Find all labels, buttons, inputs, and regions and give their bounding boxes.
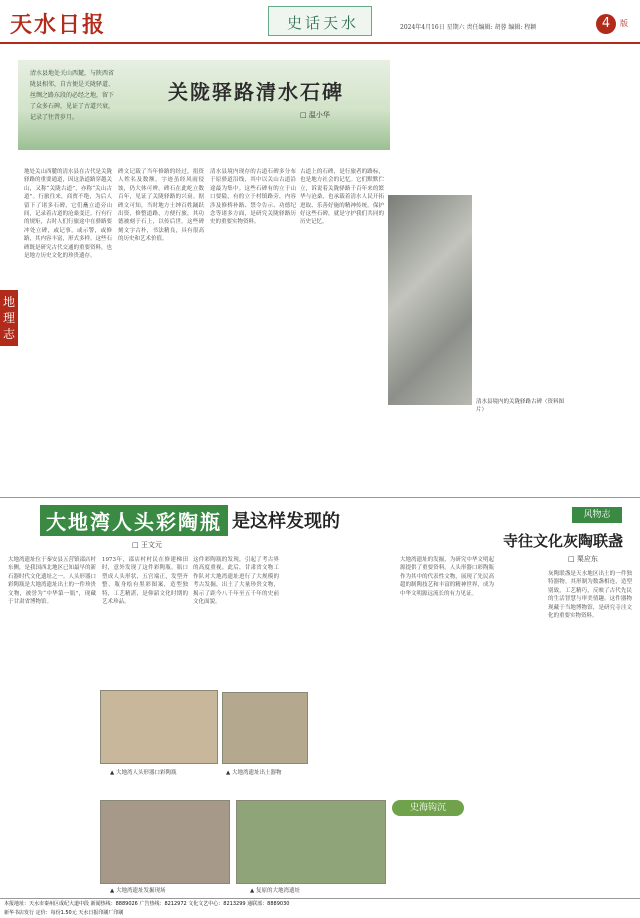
article1-col2: 碑文记载了当年修路的经过，捐资人姓名及数额，字迹虽经风雨侵蚀，仍大体可辨。碑石在此屹立数百年，见证了关陇驿路的兴衰。据碑文可知，当时地方士绅百姓踊跃出资，修整道路，方便行旅，其功德被刻于石上，以传后世。这些碑刻文字古朴，书法精良，具有很高的历史和艺术价值。 (118, 169, 204, 243)
article1-col1: 地处关山西麓的清水县在古代是关陇驿路的重要通道，因这条道路穿越关山，又称“关陇古道”，亦称“关山古道”。行旅往来，商贾不绝，为后人留下了诸多石碑，它们矗立道旁山间，记录着古道的沧桑变迁。行有行的规矩，古时人们行旅途中在驿路要冲处立碑，或记事，或示警，或修路，其内容丰富，形式多样。这些石碑既是研究古代交通的重要资料，也是地方历史文化的珍贵遗存。 (24, 169, 112, 260)
article1-banner (18, 60, 390, 150)
side-label-dilizhi: 地理志 (0, 290, 18, 346)
footer (0, 898, 640, 918)
excavation-photo (100, 800, 230, 884)
article1-col4: 古道上的石碑，是行旅者的路标，也是地方社会的记忆。它们默默伫立，诉说着关陇驿路千百年来的繁华与沧桑，也承载着清水人民开拓进取、乐善好施的精神传统。保护好这些石碑，就是守护我们共同的历史记忆。 (300, 169, 384, 226)
section-name: 史话天水 (287, 14, 360, 32)
reconstruction-photo (236, 800, 386, 884)
article3-byline: □ 栗应东 (568, 555, 598, 563)
page-tag: 版 (620, 19, 628, 28)
article1-quote: 清水县地处关山西麓，与陕西省陇县相邻，自古便是关陇驿道、丝绸之路东段的必经之地，留下了众多石碑，见证了古道兴衰，记录了往昔岁月。 (30, 70, 115, 121)
masthead-info: 2024年4月16日 星期六 责任编辑: 胡蓉 编辑: 程颖 (400, 24, 537, 31)
article1-title: 关陇驿路清水石碑 (168, 80, 344, 104)
article1-byline: □ 温小华 (300, 111, 330, 119)
painted-pottery-photo (100, 690, 218, 764)
paper-name: 天水日报 (10, 12, 107, 38)
fengwu-label: 风物志 (572, 507, 622, 523)
artifacts-photo (222, 692, 308, 764)
masthead (0, 0, 640, 44)
footer-line2: 新华书店发行 定价：每份1.50元 天水日报印刷厂印刷 (4, 910, 124, 916)
photo4-caption: ▲ 复原的大地湾遗址 (250, 888, 300, 894)
article2-col1: 大地湾遗址位于秦安县五营镇邵店村东侧，是我国西北地区已知最早的新石器时代文化遗址之一。人头形器口彩陶瓶是大地湾遗址出土的一件珍贵文物，被誉为“中华第一瓶”，现藏于甘肃省博物馆。 (8, 557, 96, 606)
section-box (268, 6, 372, 36)
section-divider (0, 497, 640, 498)
article2-col2: 1973年，邵店村村民在修建梯田时，意外发现了这件彩陶瓶。瓶口塑成人头形状，五官端正，发型齐整，瓶身绘有黑彩图案，造型独特，工艺精湛，是仰韶文化时期的艺术珍品。 (102, 557, 188, 606)
article1-col3: 清水县境内现存的古道石碑多分布于原驿道沿线，其中以关山古道沿途最为集中。这些石碑有的立于山口要隘，有的立于村镇路旁，内容涉及修桥补路、禁令告示、功德纪念等诸多方面，是研究关陇驿路历史的重要实物资料。 (210, 169, 296, 226)
sihai-label: 史海钩沉 (392, 800, 464, 816)
footer-line1: 本报地址：天水市秦州区成纪大道中段 新闻热线：8889026 广告热线：8212972 文化文艺中心：8213299 通联部：8889030 (4, 901, 290, 907)
photo2-caption: ▲ 大地湾遗址出土器物 (226, 770, 282, 776)
article2-byline: □ 王文元 (132, 541, 162, 549)
article3-body: 灰陶联盏是天水地区出土的一件独特器物。其形制为数盏相连，造型别致，工艺精巧，反映了古代先民的生活智慧与审美情趣。这件器物现藏于当地博物馆，是研究寺洼文化的重要实物资料。 (548, 571, 632, 620)
stele-caption: 清水县境内的关陇驿路古碑（资料图片） (476, 399, 565, 413)
page-number: 4 (596, 14, 616, 34)
stele-photo (388, 195, 472, 405)
article3-title: 寺往文化灰陶联盏 (503, 532, 624, 550)
article2-title-main: 大地湾人头彩陶瓶 (40, 505, 228, 536)
photo1-caption: ▲ 大地湾人头形器口彩陶瓶 (110, 770, 177, 776)
article2-title (40, 505, 340, 535)
photo3-caption: ▲ 大地湾遗址发掘现场 (110, 888, 166, 894)
article2-col3: 这件彩陶瓶的发现，引起了考古界的高度重视。此后，甘肃省文物工作队对大地湾遗址进行了大规模的考古发掘，出土了大量珍贵文物，揭示了距今八千年至五千年的史前文化面貌。 (193, 557, 279, 606)
article2-col4: 大地湾遗址的发掘，为研究中华文明起源提供了重要资料。人头形器口彩陶瓶作为其中的代表性文物，展现了先民高超的制陶技艺和丰富的精神世界，成为中华文明源远流长的有力见证。 (400, 557, 494, 597)
article2-title-sub: 是这样发现的 (232, 511, 340, 532)
